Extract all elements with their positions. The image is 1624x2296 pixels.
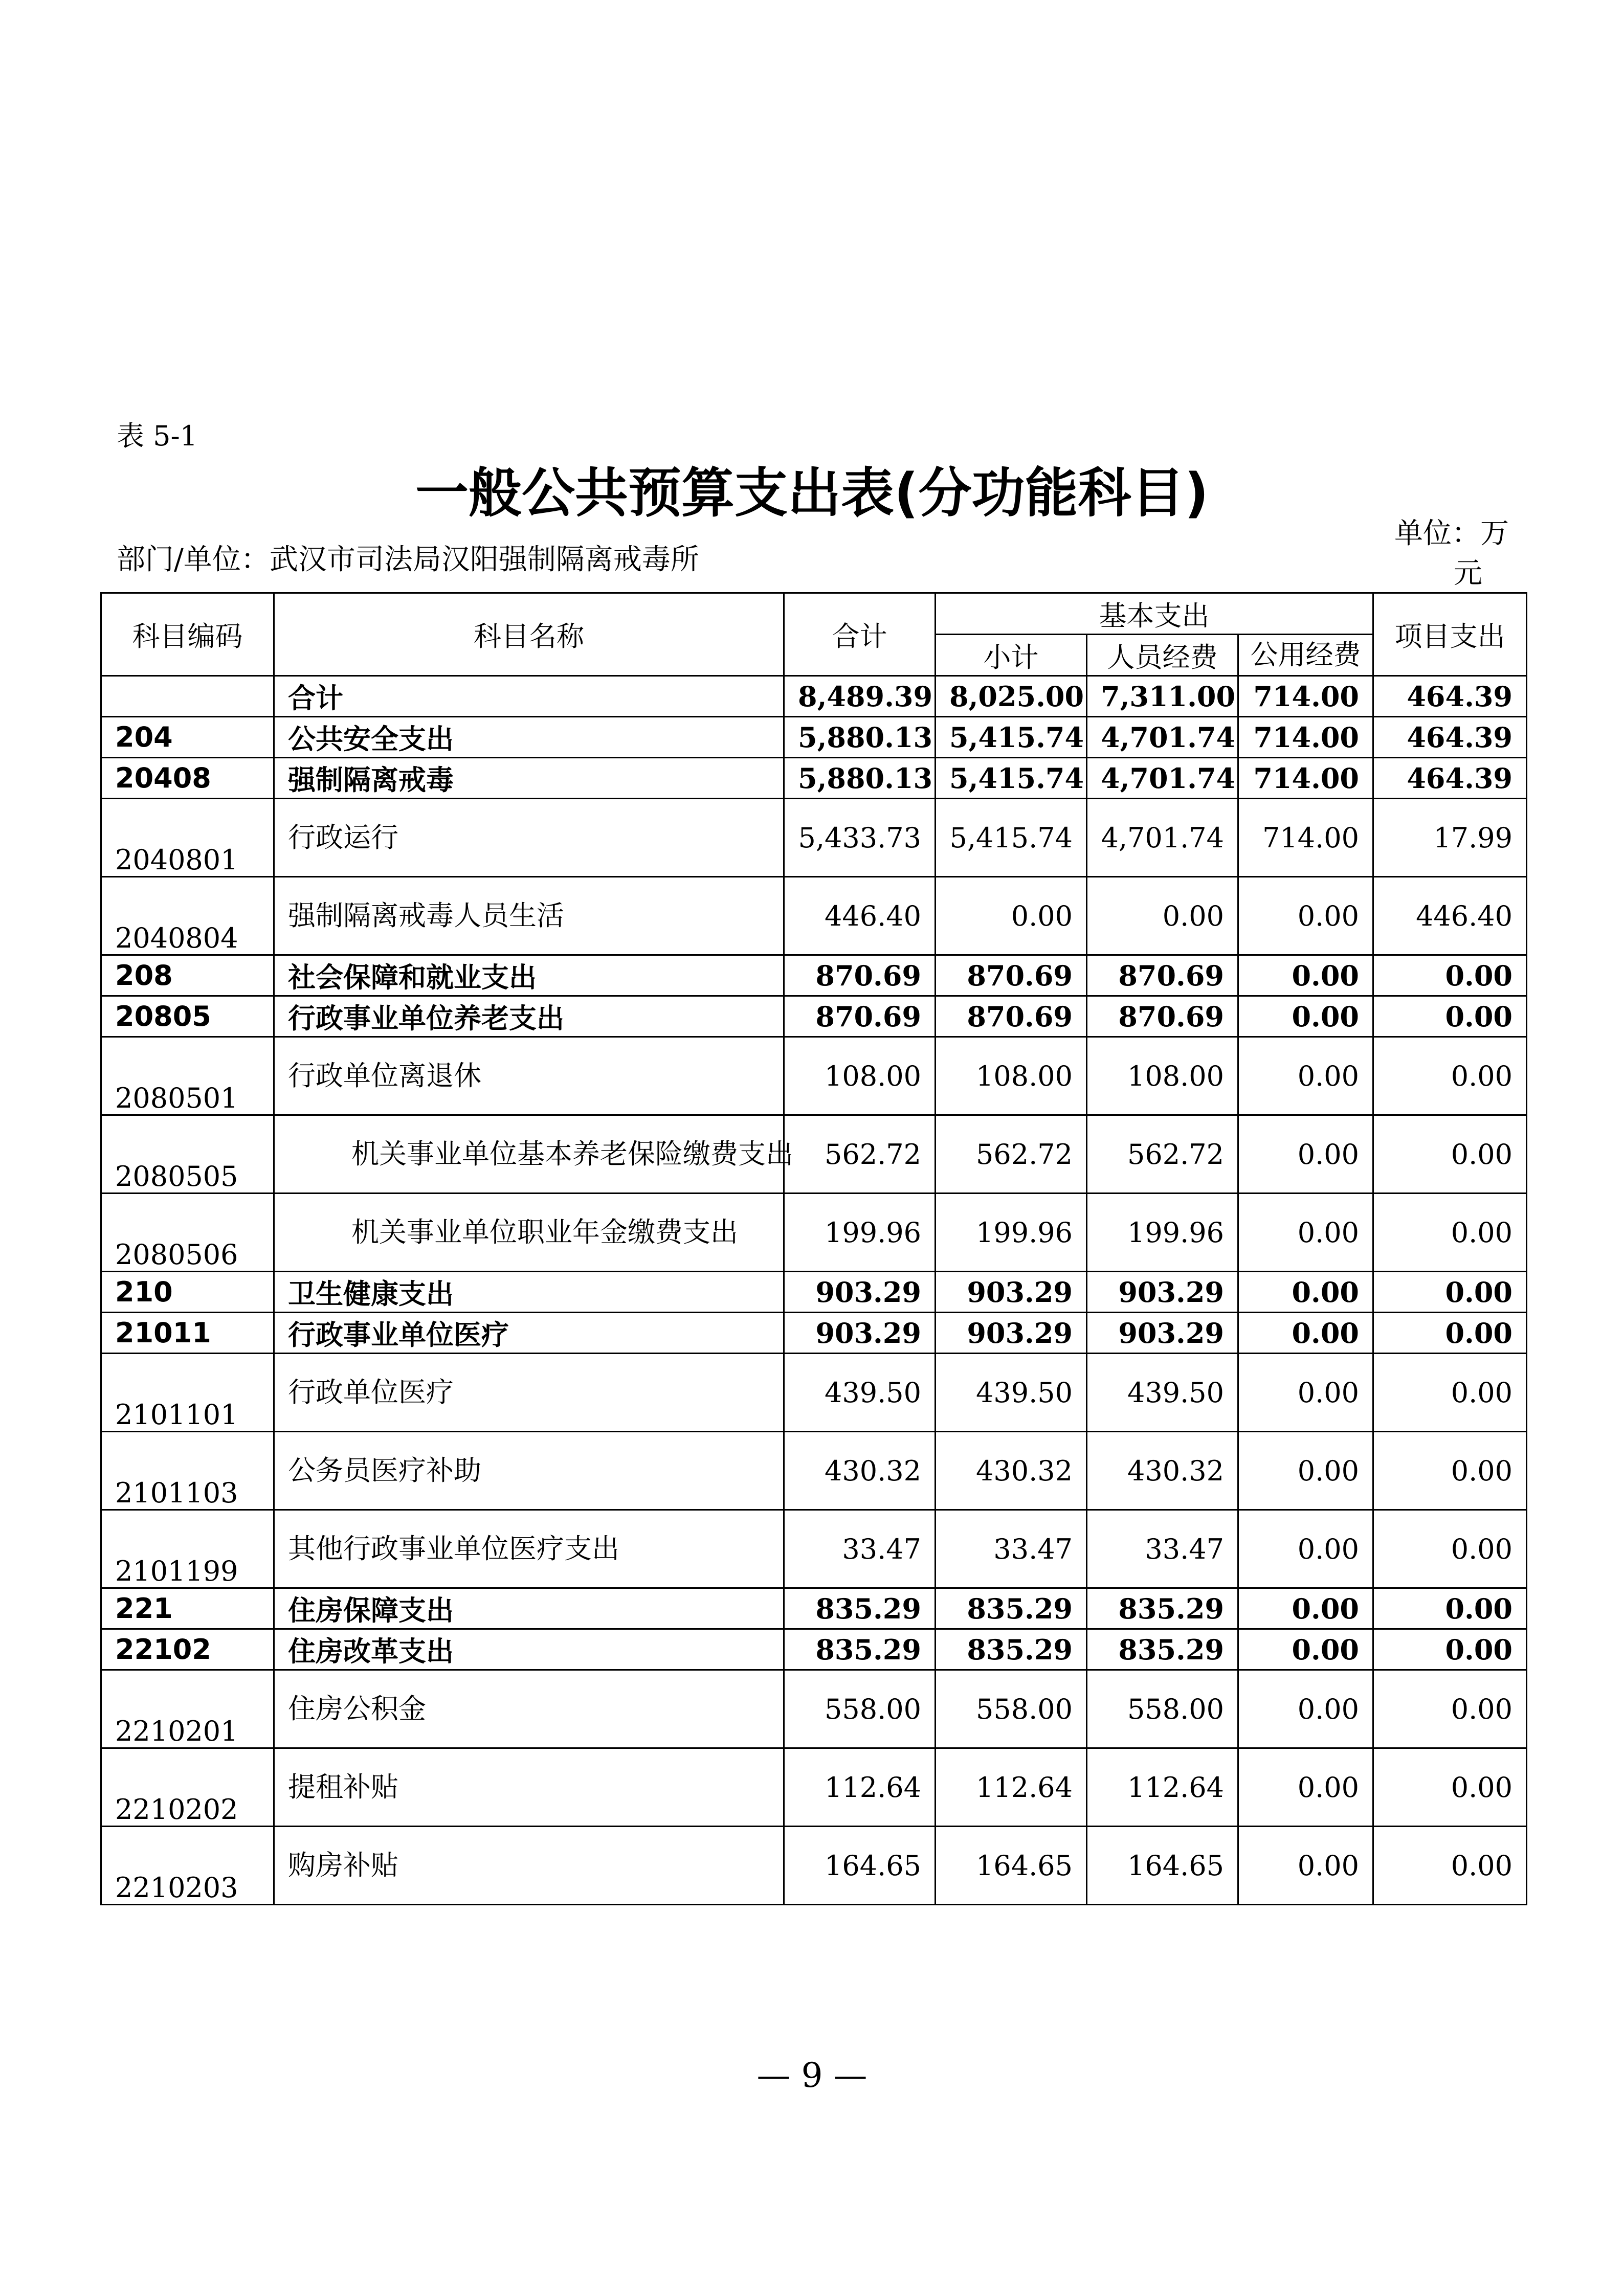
cell-personnel: 199.96 [1087, 1194, 1238, 1272]
table-label: 表 5-1 [117, 420, 198, 452]
table-row [101, 1510, 1527, 1588]
cell-subtotal: 870.69 [936, 996, 1087, 1037]
table-row [101, 1037, 1527, 1115]
cell-name: 住房保障支出 [274, 1588, 784, 1629]
cell-personnel: 108.00 [1087, 1037, 1238, 1115]
cell-subtotal: 0.00 [936, 877, 1087, 955]
cell-personnel: 164.65 [1087, 1827, 1238, 1905]
cell-personnel: 7,311.00 [1087, 676, 1238, 717]
cell-personnel: 439.50 [1087, 1354, 1238, 1432]
cell-personnel: 835.29 [1087, 1588, 1238, 1629]
cell-public: 714.00 [1238, 758, 1373, 799]
table-row [101, 676, 1527, 717]
cell-total: 870.69 [784, 996, 936, 1037]
cell-total: 835.29 [784, 1588, 936, 1629]
cell-total: 446.40 [784, 877, 936, 955]
cell-public: 0.00 [1238, 1272, 1373, 1313]
cell-code [101, 676, 274, 717]
header-public: 公用经费 [1238, 635, 1373, 676]
table-row [101, 1827, 1527, 1905]
cell-public: 0.00 [1238, 1194, 1373, 1272]
header-personnel: 人员经费 [1087, 635, 1238, 676]
cell-total: 108.00 [784, 1037, 936, 1115]
cell-subtotal: 5,415.74 [936, 799, 1087, 877]
cell-public: 0.00 [1238, 1037, 1373, 1115]
cell-total: 903.29 [784, 1313, 936, 1354]
cell-public: 0.00 [1238, 1670, 1373, 1748]
cell-total: 164.65 [784, 1827, 936, 1905]
cell-public: 0.00 [1238, 996, 1373, 1037]
cell-public: 0.00 [1238, 1354, 1373, 1432]
cell-code: 210 [101, 1272, 274, 1313]
cell-personnel: 562.72 [1087, 1115, 1238, 1194]
cell-code: 2101199 [101, 1510, 274, 1588]
cell-subtotal: 835.29 [936, 1588, 1087, 1629]
page-number: — 9 — [757, 2056, 867, 2095]
cell-subtotal: 558.00 [936, 1670, 1087, 1748]
cell-code: 2040801 [101, 799, 274, 877]
cell-project: 0.00 [1373, 1510, 1527, 1588]
cell-project: 17.99 [1373, 799, 1527, 877]
header-project: 项目支出 [1373, 593, 1527, 676]
cell-project: 0.00 [1373, 1432, 1527, 1510]
cell-subtotal: 8,025.00 [936, 676, 1087, 717]
cell-public: 0.00 [1238, 1313, 1373, 1354]
table-row [101, 1670, 1527, 1748]
cell-subtotal: 199.96 [936, 1194, 1087, 1272]
cell-subtotal: 108.00 [936, 1037, 1087, 1115]
cell-name: 购房补贴 [274, 1827, 784, 1905]
cell-project: 0.00 [1373, 1354, 1527, 1432]
cell-personnel: 33.47 [1087, 1510, 1238, 1588]
cell-personnel: 835.29 [1087, 1629, 1238, 1670]
cell-subtotal: 430.32 [936, 1432, 1087, 1510]
table-row [101, 996, 1527, 1037]
cell-code: 221 [101, 1588, 274, 1629]
table-row [101, 1748, 1527, 1827]
cell-project: 0.00 [1373, 1194, 1527, 1272]
cell-subtotal: 5,415.74 [936, 717, 1087, 758]
cell-code: 2101103 [101, 1432, 274, 1510]
cell-code: 2210201 [101, 1670, 274, 1748]
cell-project: 464.39 [1373, 676, 1527, 717]
cell-name: 住房改革支出 [274, 1629, 784, 1670]
cell-subtotal: 562.72 [936, 1115, 1087, 1194]
cell-code: 20408 [101, 758, 274, 799]
cell-code: 20805 [101, 996, 274, 1037]
table-row [101, 1272, 1527, 1313]
cell-total: 430.32 [784, 1432, 936, 1510]
cell-personnel: 430.32 [1087, 1432, 1238, 1510]
cell-public: 0.00 [1238, 955, 1373, 996]
cell-total: 5,433.73 [784, 799, 936, 877]
cell-subtotal: 870.69 [936, 955, 1087, 996]
cell-public: 0.00 [1238, 1588, 1373, 1629]
cell-total: 903.29 [784, 1272, 936, 1313]
cell-code: 204 [101, 717, 274, 758]
cell-code: 2040804 [101, 877, 274, 955]
cell-total: 562.72 [784, 1115, 936, 1194]
cell-public: 0.00 [1238, 1115, 1373, 1194]
cell-name: 其他行政事业单位医疗支出 [274, 1510, 784, 1588]
table-row [101, 799, 1527, 877]
cell-personnel: 870.69 [1087, 955, 1238, 996]
cell-total: 439.50 [784, 1354, 936, 1432]
table-row [101, 1588, 1527, 1629]
cell-public: 714.00 [1238, 799, 1373, 877]
cell-total: 33.47 [784, 1510, 936, 1588]
department-line: 部门/单位：武汉市司法局汉阳强制隔离戒毒所 [117, 543, 699, 576]
cell-code: 2080506 [101, 1194, 274, 1272]
cell-code: 208 [101, 955, 274, 996]
cell-code: 21011 [101, 1313, 274, 1354]
table-row [101, 1194, 1527, 1272]
header-name: 科目名称 [274, 593, 784, 676]
cell-personnel: 4,701.74 [1087, 799, 1238, 877]
budget-table [100, 592, 1527, 1905]
table-row [101, 1354, 1527, 1432]
cell-subtotal: 439.50 [936, 1354, 1087, 1432]
cell-name: 行政事业单位医疗 [274, 1313, 784, 1354]
cell-name: 住房公积金 [274, 1670, 784, 1748]
cell-public: 0.00 [1238, 877, 1373, 955]
page-title: 一般公共预算支出表(分功能科目) [415, 462, 1209, 524]
cell-name: 行政运行 [274, 799, 784, 877]
cell-project: 0.00 [1373, 1037, 1527, 1115]
header-basic: 基本支出 [936, 593, 1373, 635]
cell-name: 强制隔离戒毒人员生活 [274, 877, 784, 955]
table-row [101, 758, 1527, 799]
table-row [101, 1313, 1527, 1354]
cell-name: 行政事业单位养老支出 [274, 996, 784, 1037]
cell-total: 112.64 [784, 1748, 936, 1827]
cell-project: 446.40 [1373, 877, 1527, 955]
cell-project: 0.00 [1373, 1272, 1527, 1313]
cell-subtotal: 835.29 [936, 1629, 1087, 1670]
table-row [101, 717, 1527, 758]
cell-public: 0.00 [1238, 1510, 1373, 1588]
cell-subtotal: 33.47 [936, 1510, 1087, 1588]
cell-personnel: 903.29 [1087, 1272, 1238, 1313]
cell-public: 714.00 [1238, 676, 1373, 717]
cell-personnel: 903.29 [1087, 1313, 1238, 1354]
cell-personnel: 870.69 [1087, 996, 1238, 1037]
cell-personnel: 558.00 [1087, 1670, 1238, 1748]
header-total: 合计 [784, 593, 936, 676]
cell-name: 强制隔离戒毒 [274, 758, 784, 799]
cell-name: 公务员医疗补助 [274, 1432, 784, 1510]
cell-code: 2210203 [101, 1827, 274, 1905]
unit-label-line2: 元 [1454, 557, 1482, 590]
cell-subtotal: 112.64 [936, 1748, 1087, 1827]
cell-project: 0.00 [1373, 1670, 1527, 1748]
table-row [101, 955, 1527, 996]
cell-total: 8,489.39 [784, 676, 936, 717]
cell-subtotal: 903.29 [936, 1313, 1087, 1354]
cell-public: 714.00 [1238, 717, 1373, 758]
cell-name: 合计 [274, 676, 784, 717]
cell-total: 5,880.13 [784, 758, 936, 799]
cell-code: 2210202 [101, 1748, 274, 1827]
cell-total: 558.00 [784, 1670, 936, 1748]
cell-public: 0.00 [1238, 1629, 1373, 1670]
cell-project: 464.39 [1373, 717, 1527, 758]
table-row [101, 1629, 1527, 1670]
cell-code: 2101101 [101, 1354, 274, 1432]
cell-name: 提租补贴 [274, 1748, 784, 1827]
cell-total: 199.96 [784, 1194, 936, 1272]
cell-project: 0.00 [1373, 996, 1527, 1037]
cell-code: 22102 [101, 1629, 274, 1670]
cell-name: 行政单位离退休 [274, 1037, 784, 1115]
cell-name: 行政单位医疗 [274, 1354, 784, 1432]
cell-project: 0.00 [1373, 1588, 1527, 1629]
cell-name: 社会保障和就业支出 [274, 955, 784, 996]
cell-subtotal: 164.65 [936, 1827, 1087, 1905]
header-subtotal: 小计 [936, 635, 1087, 676]
cell-subtotal: 903.29 [936, 1272, 1087, 1313]
cell-project: 0.00 [1373, 1629, 1527, 1670]
cell-personnel: 0.00 [1087, 877, 1238, 955]
cell-personnel: 4,701.74 [1087, 758, 1238, 799]
cell-name: 机关事业单位职业年金缴费支出 [274, 1194, 784, 1272]
cell-subtotal: 5,415.74 [936, 758, 1087, 799]
cell-public: 0.00 [1238, 1827, 1373, 1905]
cell-total: 870.69 [784, 955, 936, 996]
table-row [101, 877, 1527, 955]
unit-label [1386, 514, 1509, 594]
cell-personnel: 4,701.74 [1087, 717, 1238, 758]
cell-public: 0.00 [1238, 1748, 1373, 1827]
cell-project: 0.00 [1373, 1313, 1527, 1354]
cell-code: 2080505 [101, 1115, 274, 1194]
cell-total: 835.29 [784, 1629, 936, 1670]
cell-project: 0.00 [1373, 955, 1527, 996]
header-code: 科目编码 [101, 593, 274, 676]
cell-name: 卫生健康支出 [274, 1272, 784, 1313]
cell-project: 464.39 [1373, 758, 1527, 799]
cell-project: 0.00 [1373, 1827, 1527, 1905]
cell-personnel: 112.64 [1087, 1748, 1238, 1827]
cell-code: 2080501 [101, 1037, 274, 1115]
unit-label-line1: 单位：万 [1394, 517, 1509, 550]
table-row [101, 1115, 1527, 1194]
cell-project: 0.00 [1373, 1748, 1527, 1827]
cell-name: 机关事业单位基本养老保险缴费支出 [274, 1115, 784, 1194]
cell-public: 0.00 [1238, 1432, 1373, 1510]
cell-project: 0.00 [1373, 1115, 1527, 1194]
cell-total: 5,880.13 [784, 717, 936, 758]
table-row [101, 1432, 1527, 1510]
budget-table-body [101, 676, 1527, 1905]
cell-name: 公共安全支出 [274, 717, 784, 758]
